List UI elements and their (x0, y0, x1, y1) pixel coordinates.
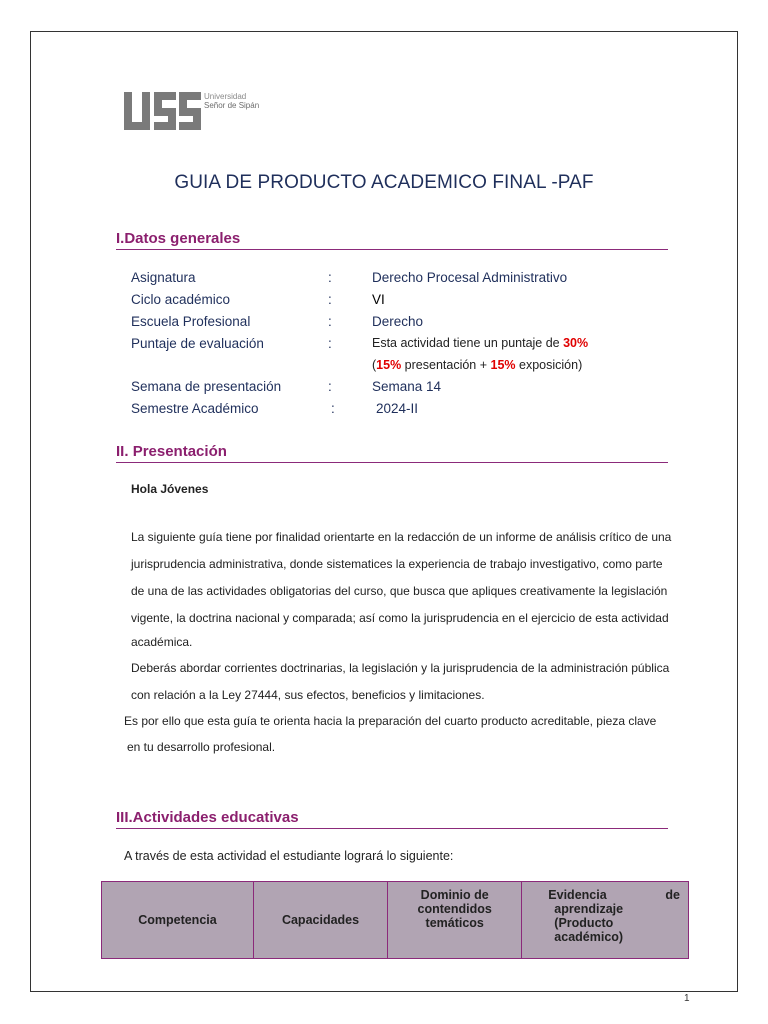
header-competencia: Competencia (102, 882, 254, 959)
section-heading-presentacion (116, 443, 668, 463)
semana-value: Semana 14 (372, 379, 442, 394)
header-capacidades: Capacidades (253, 882, 387, 959)
asignatura-value: Derecho Procesal Administrativo (372, 270, 568, 285)
paragraph-line: Es por ello que esta guía te orienta hacia la preparación del cuarto producto acreditable, pieza clave (124, 714, 657, 728)
paragraph-line: con relación a la Ley 27444, sus efectos, beneficios y limitaciones. (131, 688, 485, 702)
colon: : (328, 314, 332, 329)
logo-university-text: Universidad (204, 92, 247, 101)
paragraph-line: académica. (131, 635, 193, 649)
section-label: Presentación (132, 443, 227, 460)
logo-name-text: Señor de Sipán (204, 101, 260, 110)
section-heading-actividades (116, 809, 668, 829)
greeting: Hola Jóvenes (131, 482, 209, 496)
header-dominio: Dominio de contendidos temáticos (388, 882, 522, 959)
section-number: II. (116, 443, 129, 460)
uss-letters-mark (122, 90, 202, 136)
semana-label: Semana de presentación (131, 379, 282, 394)
document-title: GUIA DE PRODUCTO ACADEMICO FINAL -PAF (174, 172, 594, 193)
paragraph-line: jurisprudencia administrativa, donde sistematices la experiencia de trabajo investigativo, como parte (131, 557, 663, 571)
section-number: III. (116, 809, 133, 826)
competencies-table (101, 881, 689, 959)
puntaje-label: Puntaje de evaluación (131, 336, 264, 351)
puntaje-text: Esta actividad tiene un puntaje de (372, 336, 564, 350)
colon: : (331, 401, 335, 416)
header-evidencia (522, 882, 689, 959)
exposition-percent: 15% (490, 358, 516, 372)
table-header-row (102, 882, 689, 959)
exposition-text: exposición) (515, 358, 583, 372)
puntaje-value-line2 (372, 358, 582, 372)
puntaje-total-percent: 30% (563, 336, 589, 350)
section-label: Actividades educativas (132, 809, 299, 826)
escuela-value: Derecho (372, 314, 424, 329)
paragraph-line: en tu desarrollo profesional. (127, 740, 276, 754)
paragraph-line: Deberás abordar corrientes doctrinarias, la legislación y la jurisprudencia de la administración pública (131, 661, 670, 675)
ciclo-value: VI (372, 292, 385, 307)
semestre-label: Semestre Académico (131, 401, 259, 416)
presentation-text: presentación + (401, 358, 491, 372)
evidencia-rest: aprendizaje (Producto académico) (554, 902, 624, 944)
section-number: I. (116, 230, 125, 247)
paragraph-line: La siguiente guía tiene por finalidad orientarte en la redacción de un informe de análisis crítico de una (131, 530, 672, 544)
asignatura-label: Asignatura (131, 270, 196, 285)
paren-open: ( (372, 358, 377, 372)
page-number: 1 (684, 993, 690, 1004)
paragraph-line: vigente, la doctrina nacional y comparada; así como la jurisprudencia en el ejercicio de esta actividad (131, 611, 669, 625)
puntaje-value-line1 (372, 336, 588, 350)
paragraph-line: de una de las actividades obligatorias del curso, que busca que apliques creativamente la legislación (131, 584, 668, 598)
ciclo-label: Ciclo académico (131, 292, 231, 307)
colon: : (328, 379, 332, 394)
escuela-label: Escuela Profesional (131, 314, 251, 329)
presentation-percent: 15% (376, 358, 402, 372)
activities-intro: A través de esta actividad el estudiante logrará lo siguiente: (124, 849, 454, 863)
colon: : (328, 292, 332, 307)
colon: : (328, 336, 332, 351)
de-word: de (665, 888, 680, 902)
section-heading-datos-generales (116, 230, 668, 250)
section-label: Datos generales (124, 230, 241, 247)
semestre-value: 2024-II (376, 401, 419, 416)
evidencia-first-line (530, 888, 680, 902)
colon: : (328, 270, 332, 285)
uss-logo (122, 90, 282, 136)
evidencia-word: Evidencia (548, 888, 607, 902)
